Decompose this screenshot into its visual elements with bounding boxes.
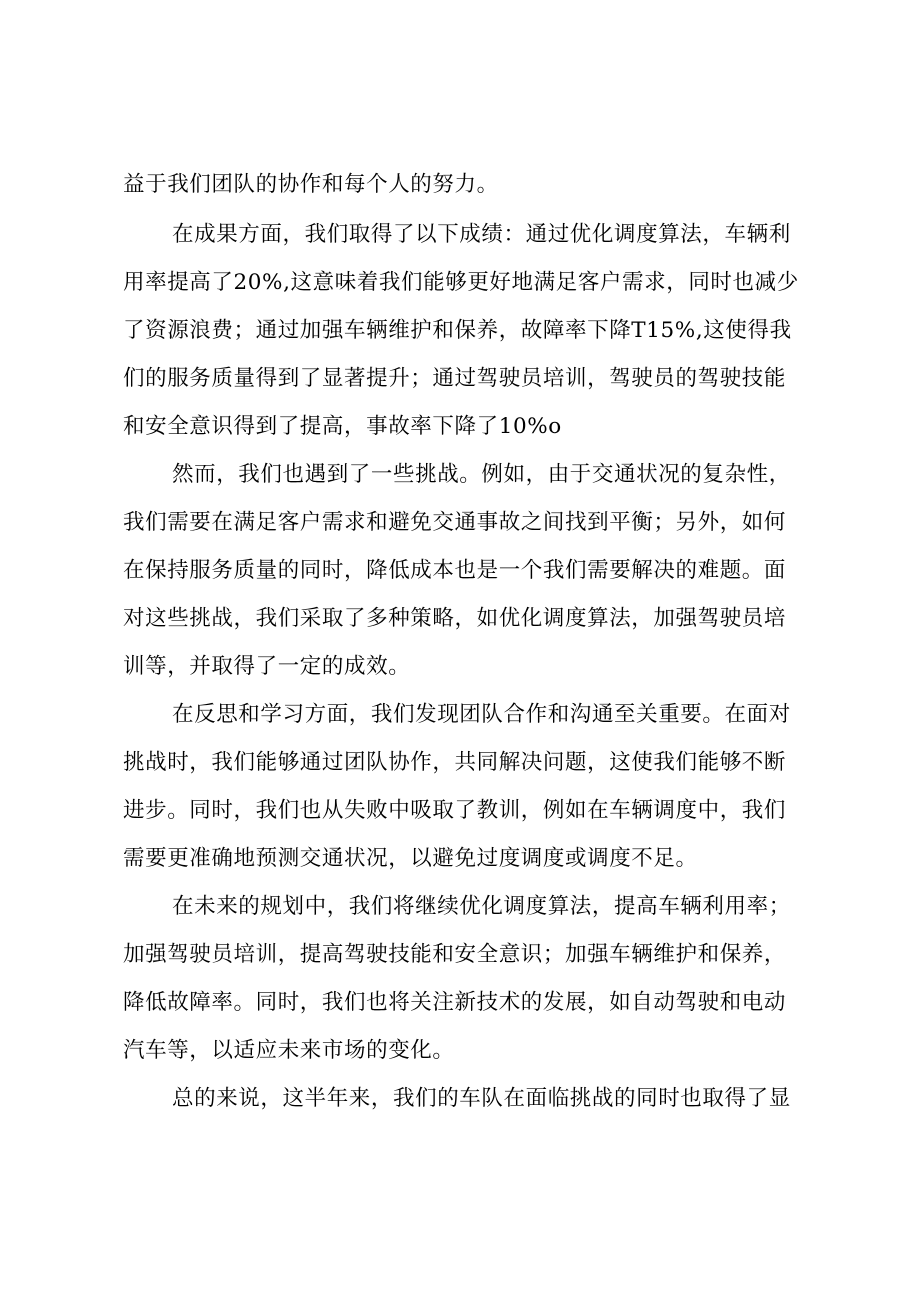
text-line: 降低故障率。同时，我们也将关注新技术的发展，如自动驾驶和电动 <box>123 990 787 1015</box>
text-line: 进步。同时，我们也从失败中吸取了教训，例如在车辆调度中，我们 <box>123 798 787 823</box>
paragraph-first-line: 在反思和学习方面，我们发现团队合作和沟通至关重要。在面对 <box>172 702 791 727</box>
text-line: 需要更准确地预测交通状况，以避免过度调度或调度不足。 <box>123 846 698 871</box>
text-line: 训等，并取得了一定的成效。 <box>123 654 411 679</box>
text-line: 挑战时，我们能够通过团队协作，共同解决问题，这使我们能够不断 <box>123 750 787 775</box>
text-line: 我们需要在满足客户需求和避免交通事故之间找到平衡；另外，如何 <box>123 510 787 535</box>
text-line: 用率提高了20%,这意味着我们能够更好地满足客户需求，同时也减少 <box>123 270 799 295</box>
text-line: 汽车等，以适应未来市场的变化。 <box>123 1038 455 1063</box>
text-line: 了资源浪费；通过加强车辆维护和保养，故障率下降T15%,这使得我 <box>123 318 792 343</box>
text-line: 在保持服务质量的同时，降低成本也是一个我们需要解决的难题。面 <box>123 558 787 583</box>
paragraph-first-line: 然而，我们也遇到了一些挑战。例如，由于交通状况的复杂性， <box>172 462 791 487</box>
text-line: 们的服务质量得到了显著提升；通过驾驶员培训，驾驶员的驾驶技能 <box>123 366 787 391</box>
text-line: 对这些挑战，我们采取了多种策略，如优化调度算法，加强驾驶员培 <box>123 606 787 631</box>
paragraph-first-line: 总的来说，这半年来，我们的车队在面临挑战的同时也取得了显 <box>172 1086 791 1111</box>
text-line: 益于我们团队的协作和每个人的努力。 <box>123 172 499 197</box>
paragraph-first-line: 在成果方面，我们取得了以下成绩：通过优化调度算法，车辆利 <box>172 222 791 247</box>
paragraph-first-line: 在未来的规划中，我们将继续优化调度算法，提高车辆利用率； <box>172 894 791 919</box>
text-line: 加强驾驶员培训，提高驾驶技能和安全意识；加强车辆维护和保养， <box>123 942 787 967</box>
text-line: 和安全意识得到了提高，事故率下降了10%o <box>123 414 562 439</box>
